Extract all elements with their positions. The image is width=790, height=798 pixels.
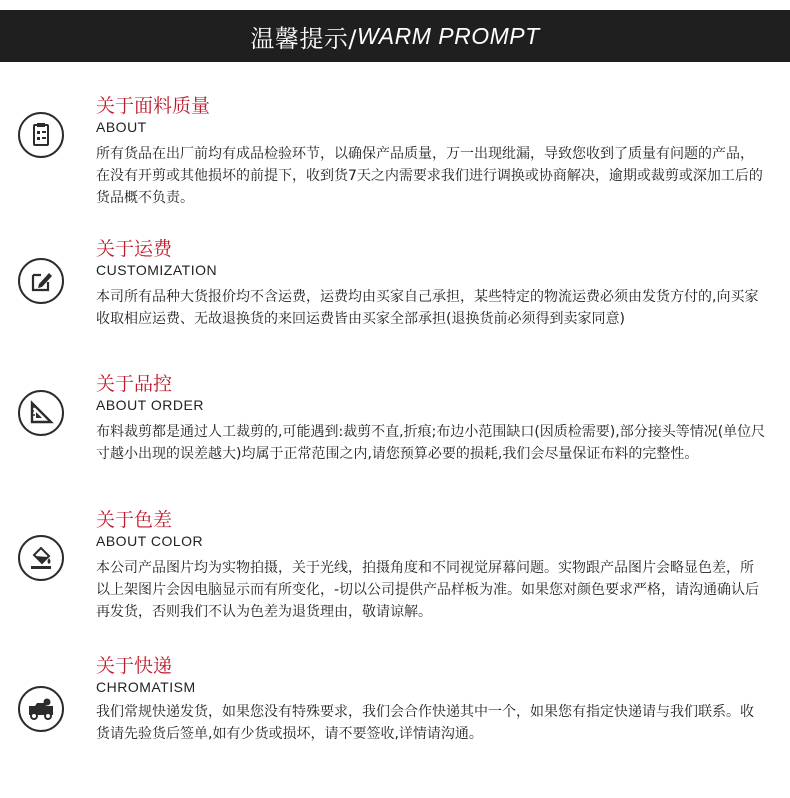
section-title-en: CUSTOMIZATION — [96, 262, 218, 278]
paint-bucket-icon — [18, 535, 64, 581]
top-strip — [0, 0, 790, 10]
section-body: 本司所有品种大货报价均不含运费，运费均由买家自己承担，某些特定的物流运费必须由发货方付的,向买家收取相应运费、无故退换货的来回运费皆由买家全部承担(退换货前必须得到卖家同意) — [96, 289, 759, 327]
section-body: 所有货品在出厂前均有成品检验环节，以确保产品质量，万一出现纰漏，导致您收到了质量有问题的产品，在没有开剪或其他损坏的前提下，收到货7天之内需要求我们进行调换或协商解决，逾期或裁剪或深加工后的货品概不负责。 — [96, 146, 763, 206]
section-title-cn: 关于运费 — [96, 238, 173, 260]
section-body: 我们常规快递发货，如果您没有特殊要求，我们会合作快递其中一个，如果您有指定快递请与我们联系。收货请先验货后签单,如有少货或损坏，请不要签收,详情请沟通。 — [96, 704, 754, 742]
section-title-cn: 关于面料质量 — [96, 95, 211, 117]
header-banner — [0, 10, 790, 62]
ruler-triangle-icon — [18, 390, 64, 436]
section-title-cn: 关于快递 — [96, 655, 173, 677]
section-title-en: ABOUT COLOR — [96, 533, 204, 549]
checklist-icon — [18, 112, 64, 158]
section-title-en: ABOUT — [96, 119, 147, 135]
section-title-cn: 关于色差 — [96, 509, 173, 531]
banner-title-cn: 温馨提示/ — [250, 24, 357, 53]
section-title-en: ABOUT ORDER — [96, 397, 204, 413]
section-body: 本公司产品图片均为实物拍摄，关于光线，拍摄角度和不同视觉屏幕问题。实物跟产品图片会略显色差，所以上架图片会因电脑显示而有所变化，-切以公司提供产品样板为准。如果您对颜色要求严格，请沟通确认后再发货，否则我们不认为色差为退货理由，敬请谅解。 — [96, 560, 760, 620]
banner-title-en: WARM PROMPT — [356, 22, 540, 49]
section-body: 布料裁剪都是通过人工裁剪的,可能遇到:裁剪不直,折痕;布边小范围缺口(因质检需要),部分接头等情况(单位尺寸越小出现的误差越大)均属于正常范围之内,请您预算必要的损耗,我们会尽量保证布料的完整性。 — [96, 424, 766, 462]
section-title-cn: 关于品控 — [96, 373, 173, 395]
section-title-en: CHROMATISM — [96, 679, 196, 695]
edit-icon — [18, 258, 64, 304]
delivery-truck-icon — [18, 686, 64, 732]
